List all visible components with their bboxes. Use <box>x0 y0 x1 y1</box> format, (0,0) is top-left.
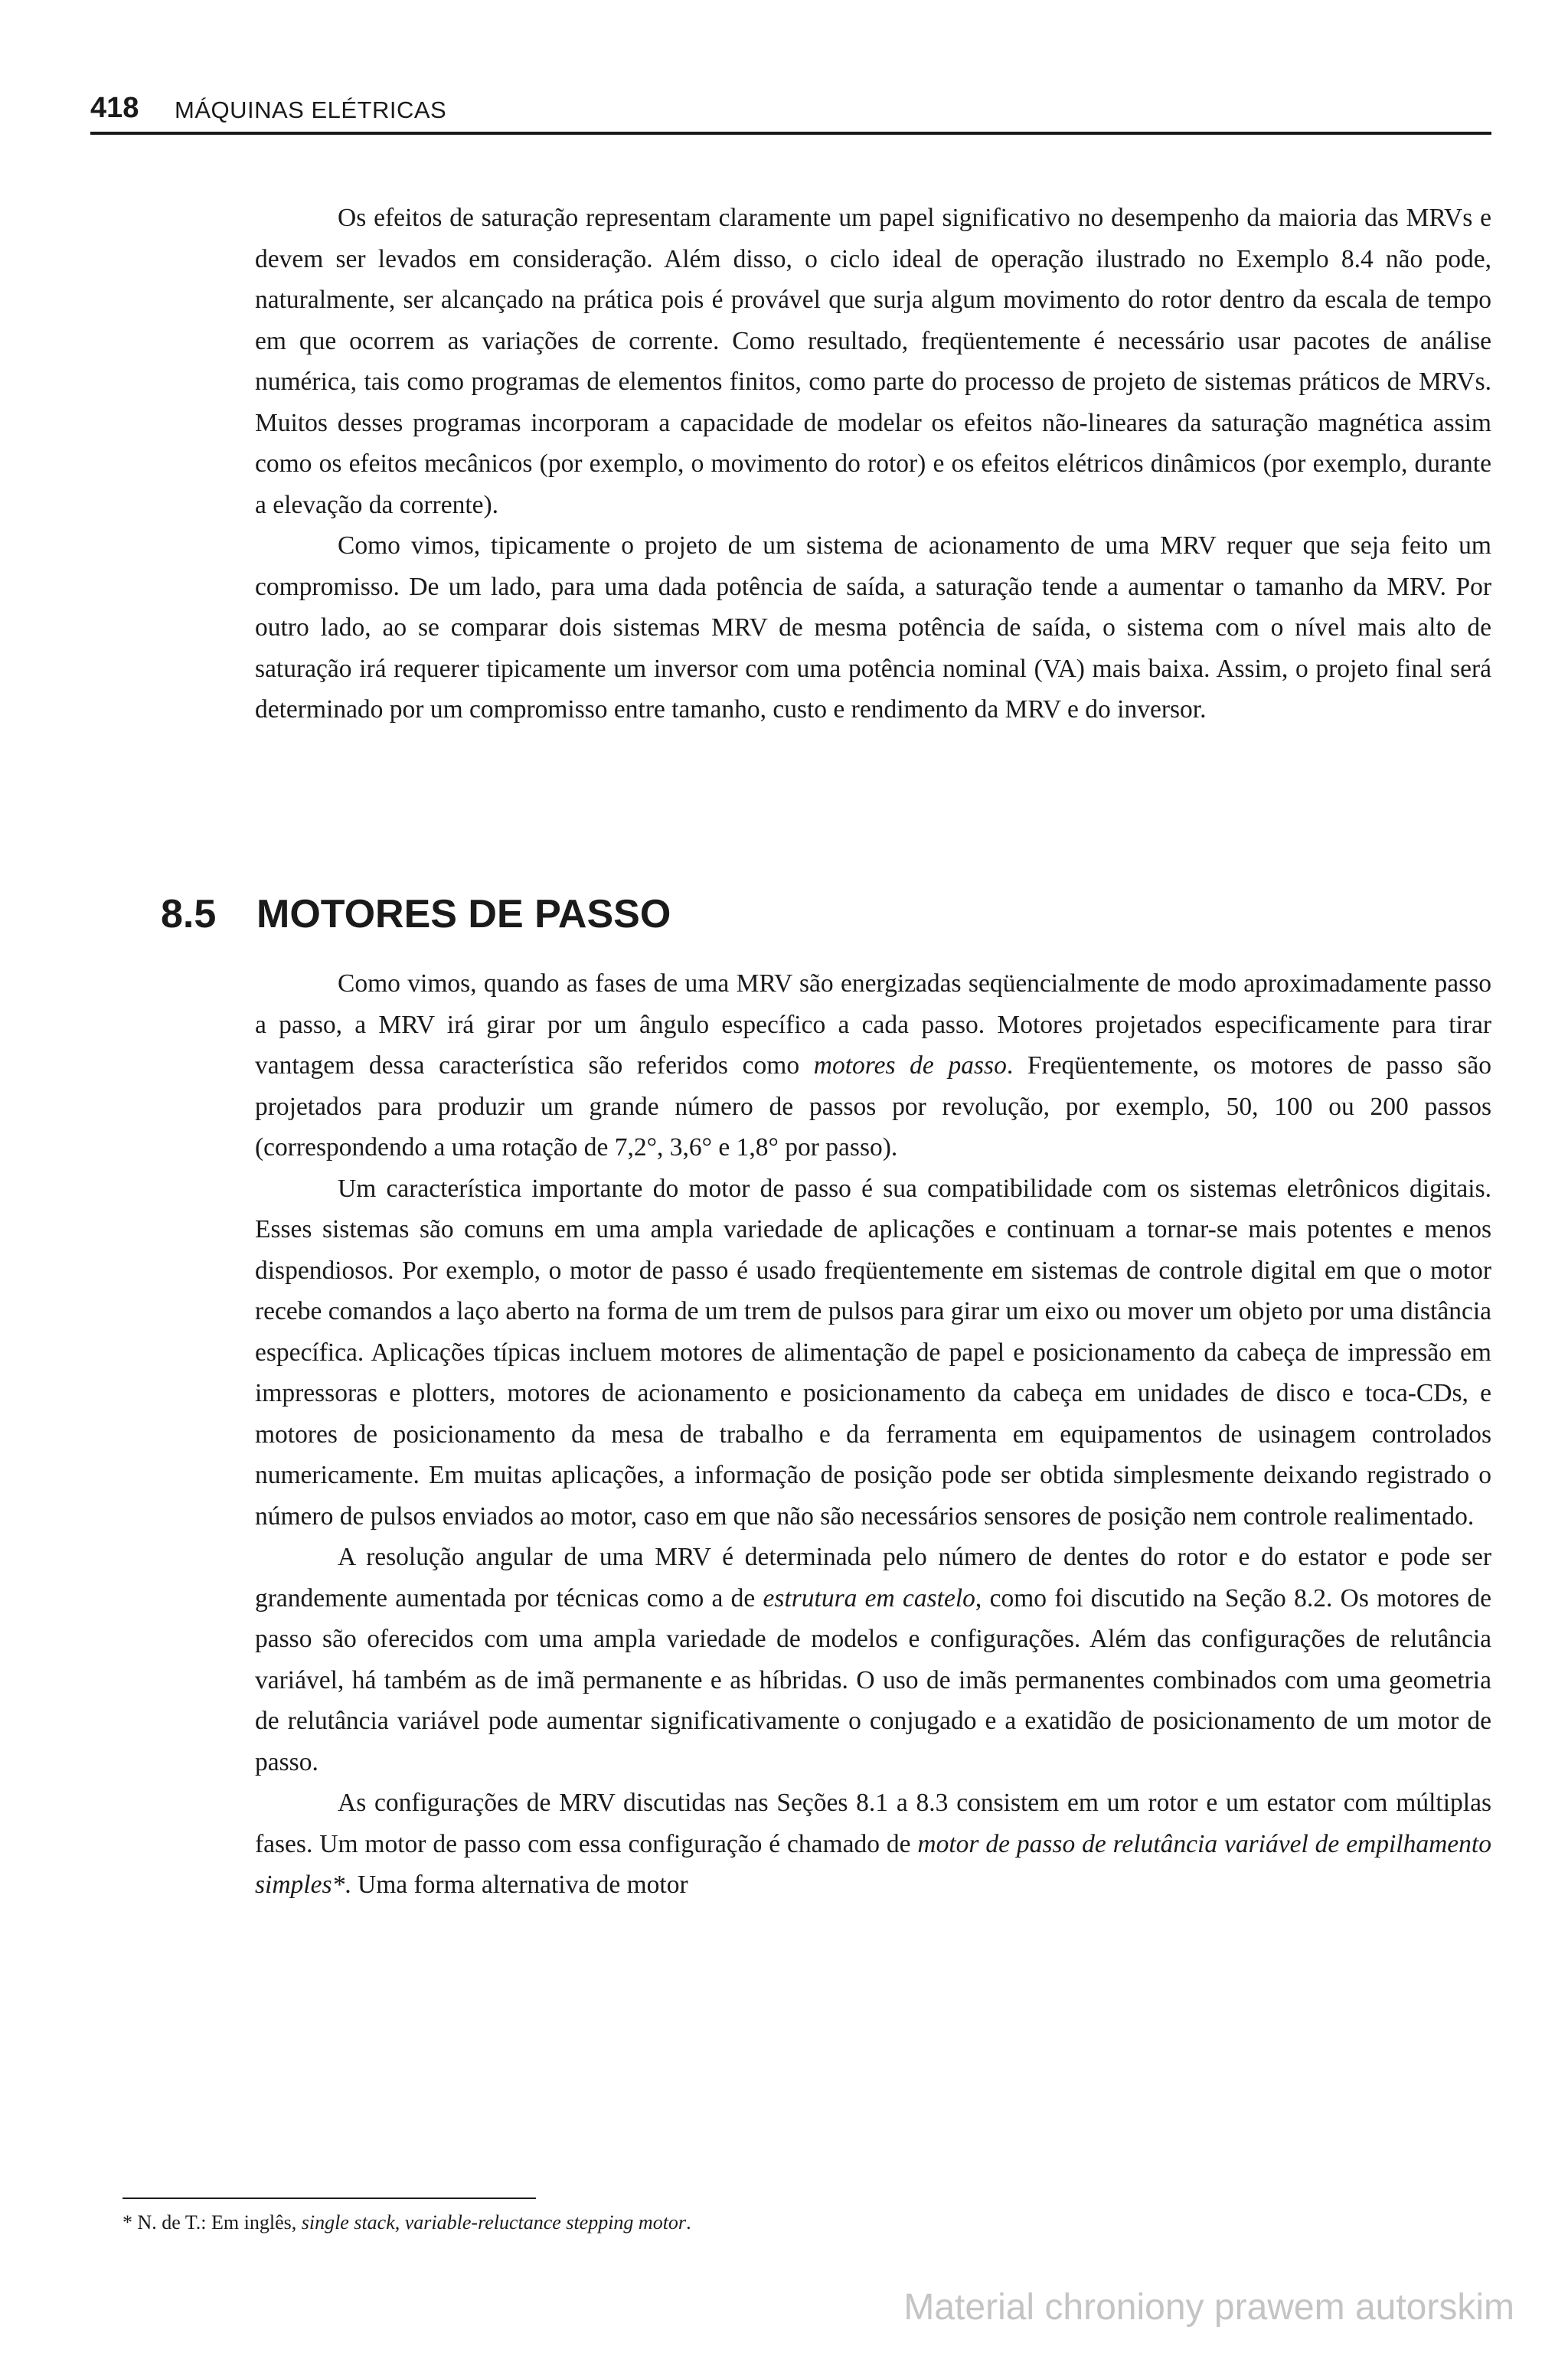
section-title: MOTORES DE PASSO <box>256 892 671 936</box>
footnote-emphasis: single stack, variable-reluctance stepping motor <box>301 2211 687 2233</box>
footnote-lead: * N. de T.: Em inglês, <box>122 2211 302 2233</box>
footnote <box>122 2209 1424 2237</box>
text-run: Como vimos, quando as fases de uma MRV são energizadas seqüencialmente de modo aproximadamente passo a passo, a MRV irá girar por um ângulo específico a cada passo. Motores projetados especificamente para tirar vantagem dessa característica são referidos como <box>255 969 1491 1080</box>
section-text <box>255 963 1491 1906</box>
page-number: 418 <box>90 92 139 124</box>
running-title: MÁQUINAS ELÉTRICAS <box>175 96 447 123</box>
emphasis: motor de passo de relutância variável de empilhamento simples* <box>255 1829 1491 1899</box>
emphasis: estrutura em castelo <box>763 1583 975 1613</box>
paragraph: Um característica importante do motor de passo é sua compatibilidade com os sistemas eletrônicos digitais. Esses sistemas são comuns em uma ampla variedade de aplicações e continuam a tornar-se mais potentes e menos dispendiosos. Por exemplo, o motor de passo é usado freqüentemente em sistemas de controle digital em que o motor recebe comandos a laço aberto na forma de um trem de pulsos para girar um eixo ou mover um objeto por uma distância específica. Aplicações típicas incluem motores de alimentação de papel e posicionamento da cabeça de impressão em impressoras e plotters, motores de acionamento e posicionamento da cabeça em unidades de disco e toca-CDs, e motores de posicionamento da mesa de trabalho e da ferramenta em equipamentos de usinagem controlados numericamente. Em muitas aplicações, a informação de posição pode ser obtida simplesmente deixando registrado o número de pulsos enviados ao motor, caso em que não são necessários sensores de posição nem controle realimentado. <box>255 1174 1491 1531</box>
section-number: 8.5 <box>161 892 217 936</box>
text-run: . Uma forma alternativa de motor <box>345 1871 688 1899</box>
footnote-rule <box>122 2198 536 2199</box>
intro-text <box>255 198 1491 730</box>
text-run: , como foi discutido na Seção 8.2. Os motores de passo são oferecidos com uma ampla variedade de modelos e configurações. Além das configurações de relutância variável, há também as de imã permanente e as híbridas. O uso de imãs permanentes combinados com uma geometria de relutância variável pode aumentar significativamente o conjugado e a exatidão de posicionamento de um motor de passo. <box>255 1583 1491 1776</box>
text-run: As configurações de MRV discutidas nas Seções 8.1 a 8.3 consistem em um rotor e um estator com múltiplas fases. Um motor de passo com essa configuração é chamado de <box>255 1789 1491 1858</box>
emphasis: motores de passo <box>813 1051 1007 1080</box>
footnote-tail: . <box>686 2211 691 2233</box>
paragraph <box>255 1783 1491 1906</box>
running-header <box>90 86 1491 135</box>
paragraph: Como vimos, tipicamente o projeto de um sistema de acionamento de uma MRV requer que seja feito um compromisso. De um lado, para uma dada potência de saída, a saturação tende a aumentar o tamanho da MRV. Por outro lado, ao se comparar dois sistemas MRV de mesma potência de saída, o sistema com o nível mais alto de saturação irá requerer tipicamente um inversor com uma potência nominal (VA) mais baixa. Assim, o projeto final será determinado por um compromisso entre tamanho, custo e rendimento da MRV e do inversor. <box>255 531 1491 724</box>
text-run: A resolução angular de uma MRV é determinada pelo número de dentes do rotor e do estator e pode ser grandemente aumentada por técnicas como a de <box>255 1543 1491 1613</box>
paragraph <box>255 963 1491 1168</box>
paragraph: Os efeitos de saturação representam claramente um papel significativo no desempenho da maioria das MRVs e devem ser levados em consideração. Além disso, o ciclo ideal de operação ilustrado no Exemplo 8.4 não pode, naturalmente, ser alcançado na prática pois é provável que surja algum movimento do rotor dentro da escala de tempo em que ocorrem as variações de corrente. Como resultado, freqüentemente é necessário usar pacotes de análise numérica, tais como programas de elementos finitos, como parte do processo de projeto de sistemas práticos de MRVs. Muitos desses programas incorporam a capacidade de modelar os efeitos não-lineares da saturação magnética assim como os efeitos mecânicos (por exemplo, o movimento do rotor) e os efeitos elétricos dinâmicos (por exemplo, durante a elevação da corrente). <box>255 204 1491 519</box>
paragraph <box>255 1537 1491 1783</box>
section-heading <box>161 891 671 937</box>
watermark: Material chroniony prawem autorskim <box>903 2287 1514 2328</box>
text-run: . Freqüentemente, os motores de passo são projetados para produzir um grande número de passos por revolução, por exemplo, 50, 100 ou 200 passos (correspondendo a uma rotação de 7,2°, 3,6° e 1,8° por passo). <box>255 1051 1492 1162</box>
